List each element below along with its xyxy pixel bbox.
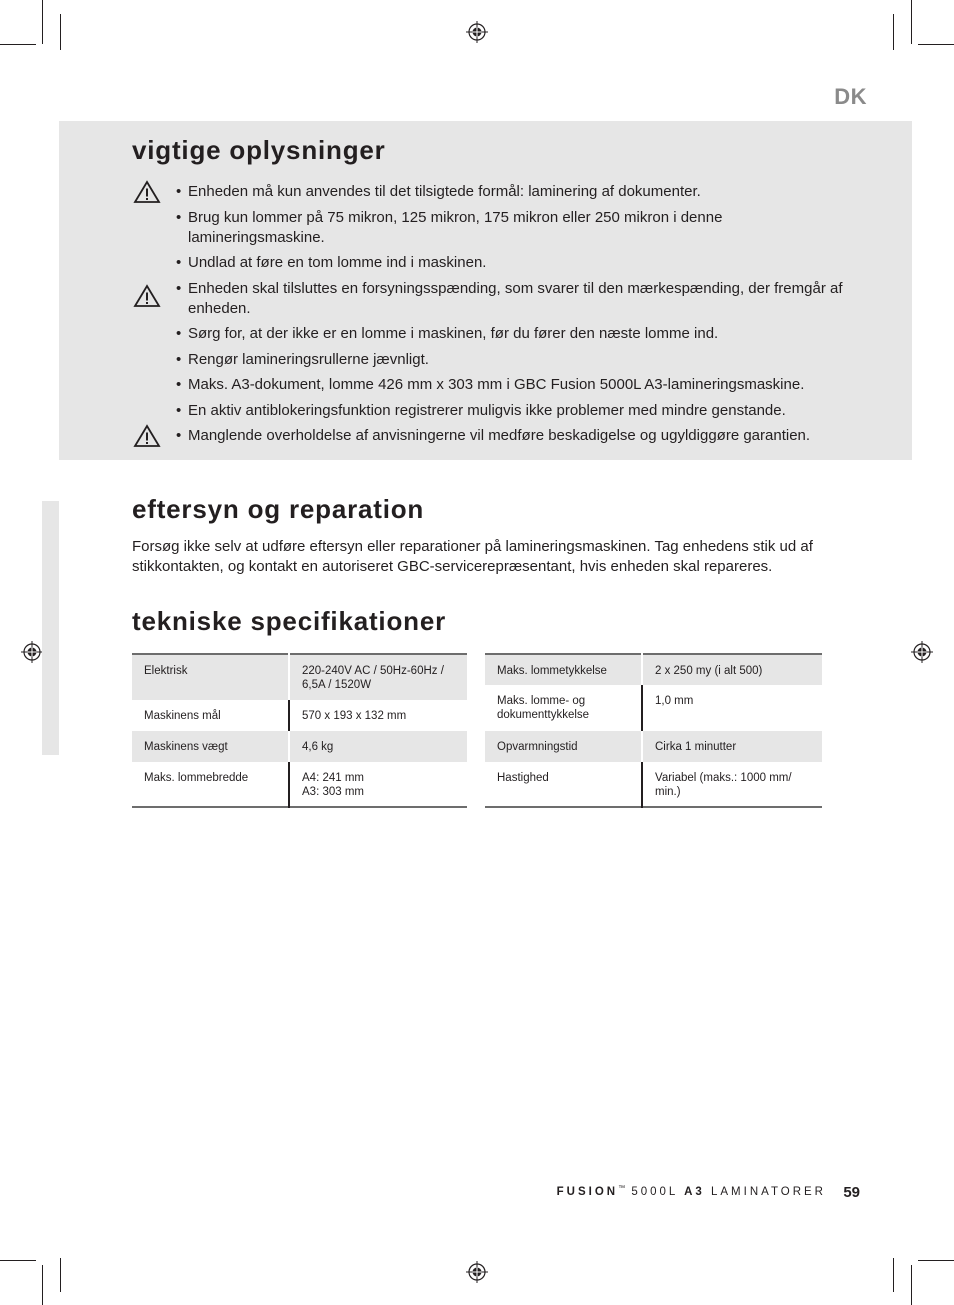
warning-icon (133, 424, 161, 448)
spec-label: Maks. lommetykkelse (485, 654, 642, 685)
spec-value: A4: 241 mm A3: 303 mm (302, 772, 364, 798)
spec-value: 220-240V AC / 50Hz-60Hz / 6,5A / 1520W (289, 654, 467, 700)
list-item: • Sørg for, at der ikke er en lomme i maskinen, før du fører den næste lomme ind. (176, 324, 856, 344)
table-row (132, 654, 467, 700)
crop-mark (0, 44, 36, 45)
footer-size: A3 (684, 1185, 705, 1198)
spec-value: 4,6 kg (289, 731, 467, 762)
crop-mark (42, 0, 43, 44)
service-title: eftersyn og reparation (132, 494, 425, 524)
table-row (485, 685, 822, 731)
spec-label: Elektrisk (132, 654, 289, 700)
crop-mark (0, 1260, 36, 1261)
registration-mark-icon (21, 641, 43, 663)
important-info-title: vigtige oplysninger (132, 135, 386, 165)
footer-product-line (557, 1185, 826, 1198)
list-item: • En aktiv antiblokeringsfunktion registrerer muligvis ikke problemer med mindre genstande. (176, 401, 856, 421)
spec-value: Cirka 1 minutter (642, 731, 822, 762)
crop-mark (42, 1265, 43, 1305)
spec-value: 570 x 193 x 132 mm (302, 710, 407, 722)
table-row (485, 762, 822, 807)
trademark-symbol: ™ (618, 1185, 626, 1192)
registration-mark-icon (466, 21, 488, 43)
crop-mark (918, 1260, 954, 1261)
spec-value: Variabel (maks.: 1000 mm/ min.) (655, 772, 792, 798)
list-item: • Enheden skal tilsluttes en forsyningsspænding, som svarer til den mærkespænding, der fremgår af enheden. (176, 279, 856, 319)
table-row (132, 762, 467, 807)
footer-brand: FUSION (556, 1185, 619, 1198)
list-item: • Maks. A3-dokument, lomme 426 mm x 303 mm i GBC Fusion 5000L A3-lamineringsmaskine. (176, 375, 856, 395)
spec-value: 1,0 mm (655, 695, 694, 707)
language-code: DK (834, 84, 867, 109)
footer-model: 5000L (631, 1185, 678, 1198)
list-item: • Brug kun lommer på 75 mikron, 125 mikron, 175 mikron eller 250 mikron i denne lamineringsmaskine. (176, 208, 856, 248)
list-item: • Undlad at føre en tom lomme ind i maskinen. (176, 253, 856, 273)
warning-icon (133, 180, 161, 204)
spec-label: Maks. lomme- og dokumenttykkelse (485, 685, 642, 731)
specs-table-right (485, 653, 822, 808)
crop-mark (60, 14, 61, 50)
spec-label: Opvarmningstid (485, 731, 642, 762)
crop-mark (918, 44, 954, 45)
important-info-list (176, 182, 856, 452)
registration-mark-icon (911, 641, 933, 663)
spec-label: Maskinens mål (132, 700, 289, 731)
crop-mark (60, 1258, 61, 1292)
registration-mark-icon (466, 1261, 488, 1283)
spec-label: Maks. lommebredde (132, 762, 289, 807)
crop-mark (911, 1265, 912, 1305)
table-row (485, 654, 822, 685)
warning-icon (133, 284, 161, 308)
list-item: • Manglende overholdelse af anvisningerne vil medføre beskadigelse og ugyldiggøre garantien. (176, 426, 856, 446)
spec-value: 2 x 250 my (i alt 500) (642, 654, 822, 685)
crop-mark (893, 14, 894, 50)
spec-label: Hastighed (485, 762, 642, 807)
service-text: Forsøg ikke selv at udføre eftersyn eller reparationer på lamineringsmaskinen. Tag enhedens stik ud af stikkontakten, og kontakt en autoriseret GBC-servicerepræsentant, hvis enheden skal repareres. (132, 538, 813, 575)
table-row (132, 731, 467, 762)
specs-title: tekniske specifikationer (132, 606, 446, 636)
table-row (132, 700, 467, 731)
crop-mark (911, 0, 912, 44)
footer-product: LAMINATORER (710, 1185, 826, 1198)
side-tab (42, 501, 59, 755)
table-row (485, 731, 822, 762)
specs-table-left (132, 653, 467, 808)
spec-label: Maskinens vægt (132, 731, 289, 762)
page-number: 59 (843, 1184, 860, 1201)
list-item: • Rengør lamineringsrullerne jævnligt. (176, 350, 856, 370)
list-item: • Enheden må kun anvendes til det tilsigtede formål: laminering af dokumenter. (176, 182, 856, 202)
crop-mark (893, 1258, 894, 1292)
